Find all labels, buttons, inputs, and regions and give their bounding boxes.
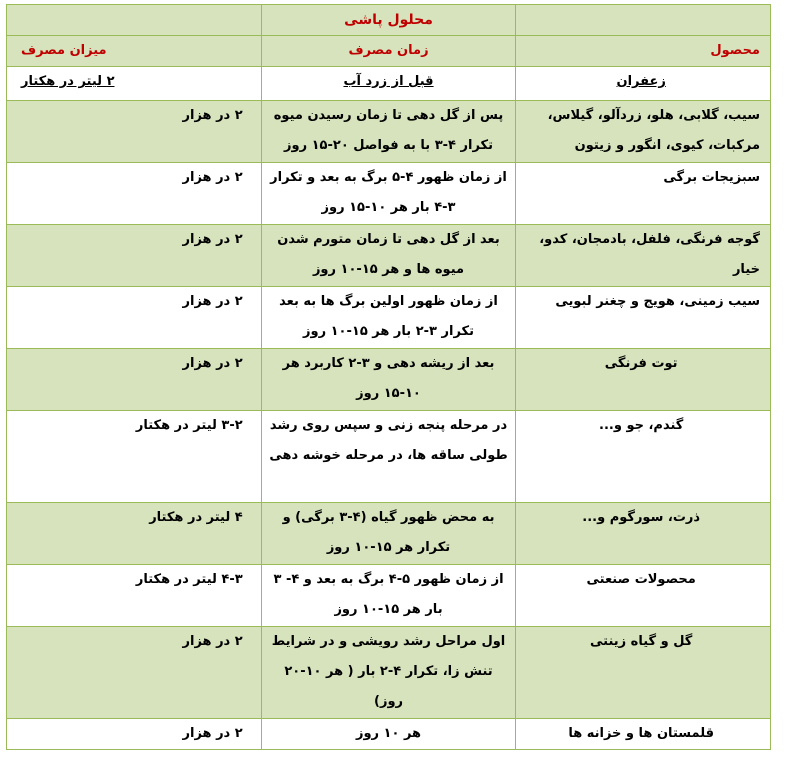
time-cell: در مرحله پنجه زنی و سپس روی رشد طولی ساقه ها، در مرحله خوشه دهی [261, 411, 516, 503]
product-cell: گوجه فرنگی، فلفل، بادمجان، کدو، خیار [516, 225, 771, 287]
table-row [7, 565, 771, 627]
foliar-spray-table [6, 4, 771, 750]
amount-cell: ۲ در هزار [7, 627, 262, 719]
table-row [7, 349, 771, 411]
amount-cell: ۴-۳ لیتر در هکتار [7, 565, 262, 627]
time-cell: از زمان ظهور اولین برگ ها به بعد تکرار ۳-۲ بار هر ۱۵-۱۰ روز [261, 287, 516, 349]
amount-cell: ۴ لیتر در هکتار [7, 503, 262, 565]
time-cell: از زمان ظهور ۴-۵ برگ به بعد و تکرار ۳-۴ بار هر ۱۰-۱۵ روز [261, 163, 516, 225]
header-amount: میزان مصرف [7, 36, 262, 67]
spray-table-container [6, 4, 771, 750]
amount-cell: ۲ در هزار [7, 719, 262, 750]
table-title-row [7, 5, 771, 36]
product-cell: قلمستان ها و خزانه ها [516, 719, 771, 750]
title-empty-cell [7, 5, 262, 36]
product-cell: سیب، گلابی، هلو، زردآلو، گیلاس، مرکبات، کیوی، انگور و زیتون [516, 101, 771, 163]
amount-cell: ۲ در هزار [7, 163, 262, 225]
table-row [7, 287, 771, 349]
table-row [7, 163, 771, 225]
time-cell: هر ۱۰ روز [261, 719, 516, 750]
amount-cell: ۲ در هزار [7, 101, 262, 163]
product-cell: گل و گیاه زینتی [516, 627, 771, 719]
product-cell: گندم، جو و... [516, 411, 771, 503]
amount-cell: ۲ در هزار [7, 225, 262, 287]
time-cell: اول مراحل رشد رویشی و در شرایط تنش زا، تکرار ۴-۲ بار ( هر ۱۰-۲۰ روز) [261, 627, 516, 719]
table-row [7, 719, 771, 750]
table-row [7, 101, 771, 163]
time-cell: بعد از گل دهی تا زمان متورم شدن میوه ها و هر ۱۵-۱۰ روز [261, 225, 516, 287]
table-row [7, 411, 771, 503]
product-cell: سبزیجات برگی [516, 163, 771, 225]
amount-cell: ۳-۲ لیتر در هکتار [7, 411, 262, 503]
time-cell: از زمان ظهور ۵-۴ برگ به بعد و ۴- ۳ بار هر ۱۵-۱۰ روز [261, 565, 516, 627]
table-row [7, 67, 771, 101]
header-product: محصول [516, 36, 771, 67]
header-time: زمان مصرف [261, 36, 516, 67]
title-empty-cell [516, 5, 771, 36]
amount-cell: ۲ لیتر در هکتار [7, 67, 262, 101]
table-row [7, 627, 771, 719]
time-cell: پس از گل دهی تا زمان رسیدن میوه تکرار ۴-۳ با به فواصل ۲۰-۱۵ روز [261, 101, 516, 163]
product-cell: زعفران [516, 67, 771, 101]
table-row [7, 503, 771, 565]
time-cell: بعد از ریشه دهی و ۳-۲ کاربرد هر ۱۰-۱۵ روز [261, 349, 516, 411]
product-cell: سیب زمینی، هویج و چغنر لبویی [516, 287, 771, 349]
product-cell: محصولات صنعتی [516, 565, 771, 627]
product-cell: ذرت، سورگوم و... [516, 503, 771, 565]
time-cell: به محض ظهور گیاه (۴-۳ برگی) و تکرار هر ۱۵-۱۰ روز [261, 503, 516, 565]
time-cell: قبل از زرد آب [261, 67, 516, 101]
table-title: محلول پاشی [261, 5, 516, 36]
table-header-row [7, 36, 771, 67]
table-row [7, 225, 771, 287]
amount-cell: ۲ در هزار [7, 349, 262, 411]
product-cell: توت فرنگی [516, 349, 771, 411]
amount-cell: ۲ در هزار [7, 287, 262, 349]
